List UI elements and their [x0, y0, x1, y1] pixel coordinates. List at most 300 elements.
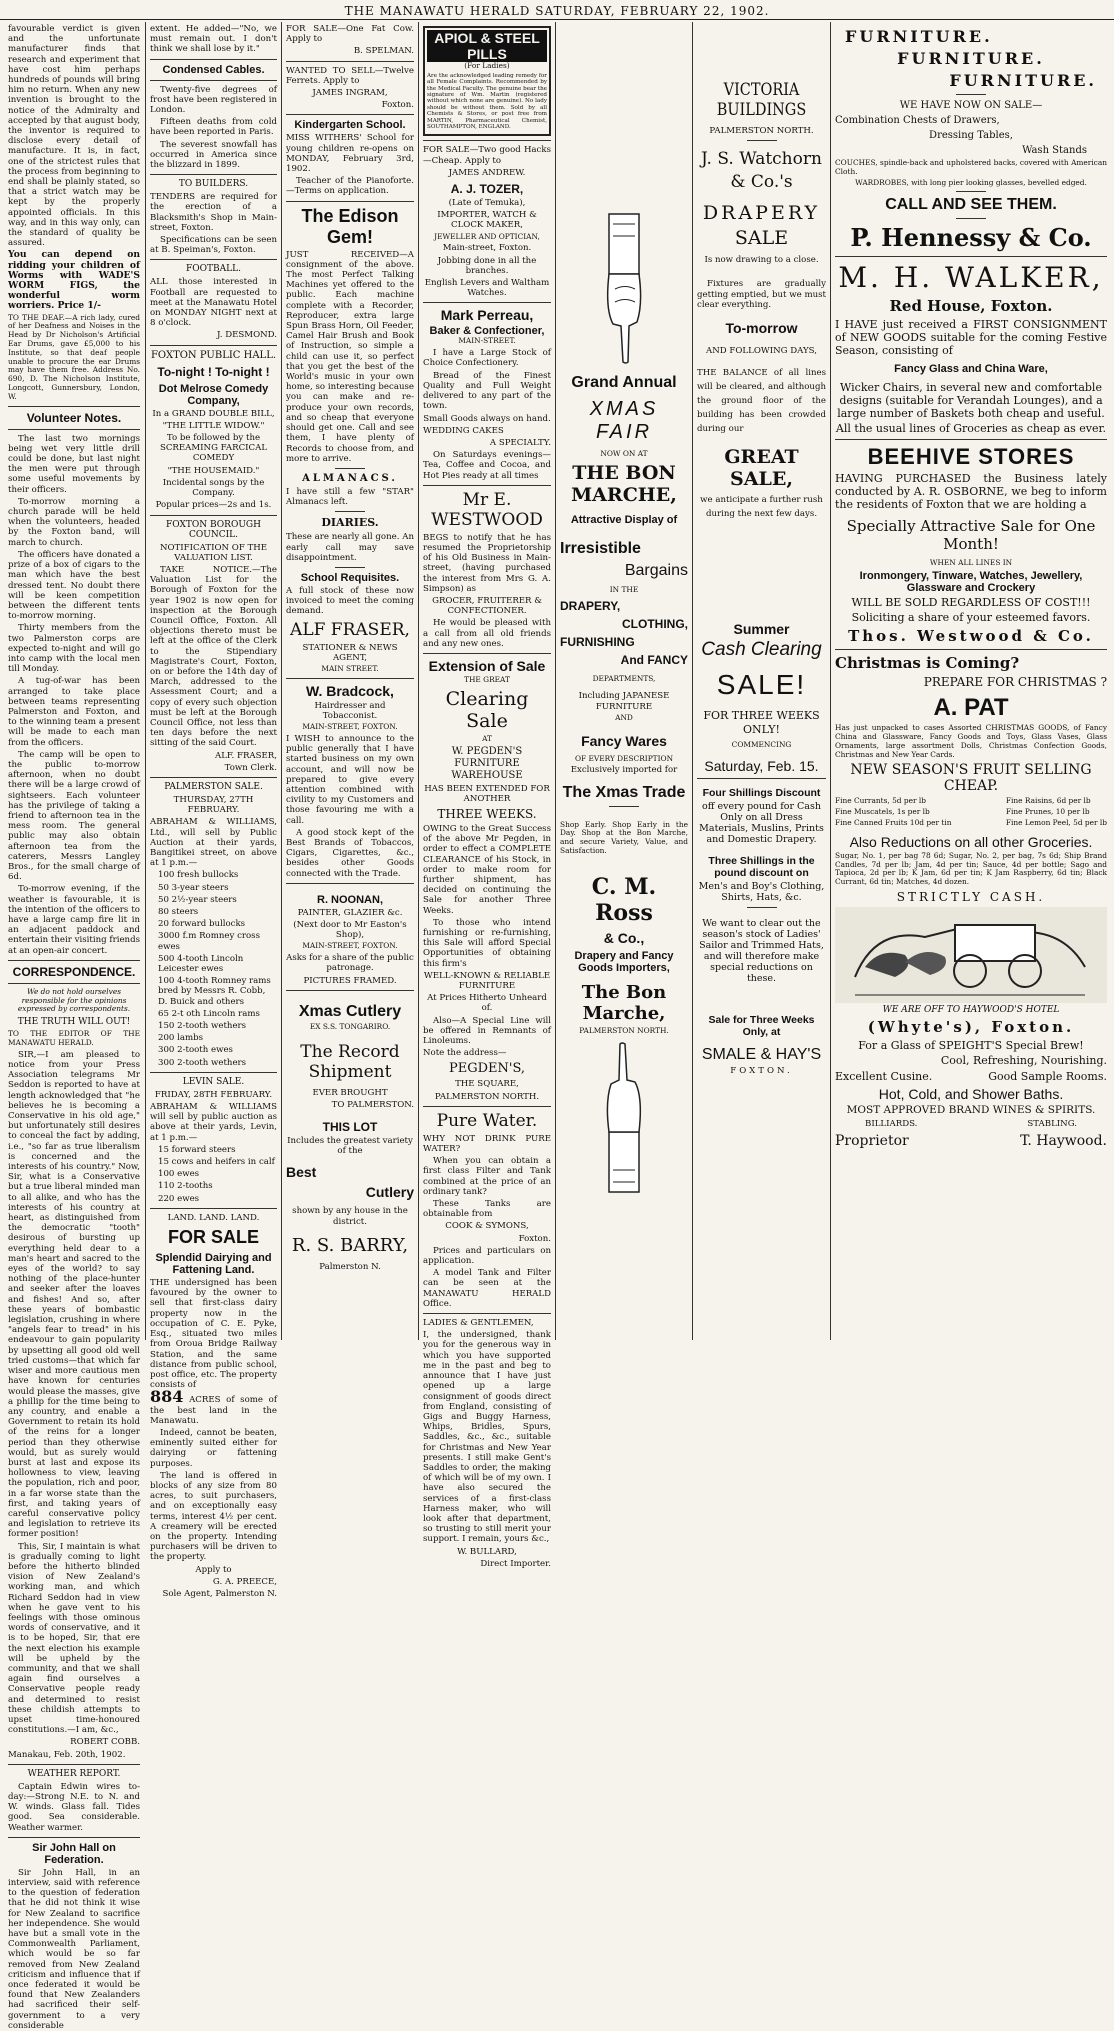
irresistible-text: Irresistible: [560, 539, 641, 557]
new-season: NEW SEASON'S FRUIT SELLING CHEAP.: [850, 762, 1092, 795]
diaries-heading: DIARIES.: [321, 516, 379, 530]
article-text: favourable verdict is given and the unfortunate manufacturer finds that research and experiment that have cost him perhaps hundreds of pounds will bring him no return. When any new invention is brought to the notice of the Admiralty and accepted by that august body, the inventor is required to disclose every detail of manufacture. It is, in fact, one of the strictest rules that the process from beginning to end shall be plainly stated, so that a strict watch may be kept by the properly appointed officials. In this way, and in this way only, can the standard of quality be assured.: [8, 24, 140, 249]
divider: [423, 1106, 551, 1107]
divider: [747, 140, 777, 141]
divider: [8, 429, 140, 430]
football-text: ALL those interested in Football are requested to meet at the Manawatu Hotel on MONDAY NIGHT next at 8 o'clock.: [150, 277, 277, 329]
record-shipment: The Record Shipment: [300, 1041, 400, 1082]
proprietor-row: [835, 1132, 1107, 1150]
list-item: 3000 f.m Romney cross ewes: [158, 931, 261, 952]
xmas-cutlery-heading: Xmas Cutlery: [298, 1002, 402, 1020]
divider: [8, 983, 140, 984]
divider: [835, 256, 1107, 257]
divider: [956, 94, 986, 95]
sale-date: FRIDAY, 28TH FEBRUARY.: [154, 1089, 273, 1100]
sale-big: SALE!: [716, 669, 807, 701]
cutlery-text: Cutlery: [365, 1184, 414, 1201]
shop-early: Shop Early. Shop Early in the Day. Shop at the Bon Marche, and secure Variety, Value, and Satisfaction.: [560, 819, 688, 855]
solicit-text: Soliciting a share of your esteemed favors.: [851, 611, 1091, 625]
commencing-text: COMMENCING: [731, 740, 792, 750]
special-sale: Specially Attractive Sale for One Month!: [846, 517, 1096, 554]
list-item: 20 forward bullocks: [158, 919, 246, 930]
article-text: To-morrow evening, if the weather is favourable, it is the intention of the officers to have a large camp fire lit in an adjacent paddock and entertain their visiting friends at an open-air concert.: [8, 884, 140, 956]
haywood-text: T. Haywood.: [1020, 1133, 1107, 1150]
correspondence-heading: CORRESPONDENCE.: [12, 964, 136, 979]
japanese-text: Including JAPANESE FURNITURE: [578, 691, 670, 712]
divider: [286, 201, 414, 202]
divider: [286, 883, 414, 884]
three-weeks: THREE WEEKS.: [437, 806, 537, 821]
bon-marche-2: The Bon Marche,: [581, 981, 667, 1024]
includes-text: Includes the greatest variety of the: [287, 1136, 413, 1157]
ladies-heading: LADIES & GENTLEMEN,: [423, 1318, 534, 1329]
foxton-text: FOXTON.: [730, 1066, 793, 1077]
fruit-prices: [835, 797, 1107, 829]
glass-text: For a Glass of SPEIGHT'S Special Brew!: [858, 1039, 1084, 1053]
letter-salutation: TO THE EDITOR OF THE MANAWATU HERALD.: [8, 1029, 140, 1047]
prices-text: At Prices Hitherto Unheard of.: [427, 993, 547, 1014]
clear-text: We want to clear out the season's stock of Ladies' Sailor and Trimmed Hats, and will therefore make special reductions on these.: [699, 918, 824, 985]
bill-text: Incidental songs by the Company.: [162, 477, 265, 499]
divider: [150, 515, 277, 516]
article-text: The camp will be open to the public to-morrow afternoon, when no doubt there will be a large crowd of sightseers. Each volunteer has the privilege of taking a friend to afternoon tea in the mess room. The general public may also obtain afternoon tea from the caterers, Messrs Langley Bros., for the small charge of 6d.: [8, 749, 140, 883]
divider: [956, 218, 986, 219]
list-item: 50 3-year steers: [158, 882, 229, 893]
wines-text: MOST APPROVED BRAND WINES & SPIRITS.: [846, 1104, 1096, 1117]
whytes-heading: (Whyte's), Foxton.: [867, 1018, 1075, 1037]
sale-date: THURSDAY, 27TH FEBRUARY.: [173, 794, 254, 816]
departments-text: DEPARTMENTS,: [592, 673, 656, 683]
edison-text: JUST RECEIVED—A consignment of the above. The most Perfect Talking Machines yet offered to the public. Each machine complete with a Recorder, Reproducer, extra large Spun Brass Horn, Oil Feeder, Camel Hair Brush and Book of Instruction, so simple a child can use it, so perfect that you get the best of the World's music in your own home, so interesting because you can make and re-produce your own records, and so cheap that everyone should get one. Call and see them, I have plenty of Records to choose from, and more to arrive.: [286, 249, 414, 464]
kindergarten-text: Teacher of the Pianoforte.—Terms on application.: [286, 176, 414, 197]
hennessy-heading: P. Hennessy & Co.: [850, 223, 1092, 253]
proprietor-text: Proprietor: [835, 1133, 909, 1150]
divider: [423, 485, 551, 486]
alf-fraser: ALF FRASER,: [290, 619, 410, 640]
divider: [150, 1072, 277, 1073]
four-text: off every pound for Cash Only on all Dress Materials, Muslins, Prints and Domestic Drapery.: [699, 801, 824, 846]
apiol-ad: [423, 26, 551, 136]
wicker-text: Wicker Chairs, in several new and comfortable designs (suitable for Verandah Lounges), and a large number of Baskets both cheap and useful.: [837, 381, 1105, 421]
westwood-text: BEGS to notify that he has resumed the Proprietorship of his Old Business in Main-street, (having purchased the interest from Mrs G. A. Simpson) as: [423, 532, 551, 594]
ironmongery-text: Ironmongery, Tinware, Watches, Jewellery, Glassware and Crockery: [859, 570, 1083, 595]
apiol-text: Are the acknowledged leading remedy for all Female Complaints. Recommended by the Medical Faculty. The genuine bear the signature of Wm. Martin (registered without which none are genuine). No lady should be without them. Sold by all Chemists & Stores, or post free from MARTIN, Pharmaceutical Chemist, SOUTHAMPTON, ENGLAND.: [427, 72, 547, 131]
sale-text: ABRAHAM & WILLIAMS, Ltd., will sell by Public Auction at their yards, Bangitikei street, on above at 1 p.m.—: [150, 817, 277, 869]
tozer-text: (Late of Temuka),: [448, 198, 526, 209]
list-item: 500 4-tooth Lincoln Leicester ewes: [158, 953, 244, 975]
letter-text: SIR,—I am pleased to notice from your Press Association telegrams Mr Seddon is reported to have at length acknowledged that "he believes he is becoming a Conservative in his old age," but unfortunately still desires to conceal the fact by adding, i.e., "so far as true liberalism is concerned and the interests of his country." Now, Sir, what is a Conservative but a true liberal minded man to all alike, and who has the interests of his country at heart, as distinguished from the democratic "tooth" desirous of bursting up everything held dear to a man's heart and sacred to the eyes of the world? to say nothing of the place-hunter and seeker after the loaves and fishes! And so, after these years of bombastic legislation, crushing in where "angels fear to tread" in his endeavour to gain popularity by upsetting all good old well tried customs—that which far wiser and more cautious men have known for centuries would please the masses, give a phillip for the time being to any country, and enable a Government to retain its hold of the reins for a longer period than they otherwise would, but as surely would burst at last and expose its hollowness to view, leaving the population, rich and poor, in a far worse state than the first, and taking years of careful conservative policy and legislation to retrieve its former position!: [8, 1049, 140, 1540]
fruit-item: Fine Canned Fruits 10d per tin: [835, 817, 952, 827]
fancy-wares: Fancy Wares: [581, 732, 667, 749]
divider: [835, 439, 1107, 440]
square-text: THE SQUARE,: [455, 1079, 519, 1090]
couches-text: COUCHES, spindle-back and upholstered backs, covered with American Cloth.: [835, 158, 1107, 176]
divider: [956, 191, 986, 192]
almanacs-heading: ALMANACS.: [302, 472, 398, 484]
summer-heading: Summer: [733, 621, 790, 638]
three-shillings: Three Shillings in the pound discount on: [708, 855, 815, 880]
column-4: [419, 22, 555, 1569]
four-shillings: Four Shillings Discount: [702, 787, 821, 800]
council-signature: Town Clerk.: [224, 762, 277, 773]
builders-text: TENDERS are required for the erection of a Blacksmith's Shop in Main-street, Foxton.: [150, 192, 277, 233]
noonan-heading: R. NOONAN,: [317, 893, 383, 906]
pegdens-heading: PEGDEN'S,: [448, 1061, 526, 1077]
divider: [8, 1837, 140, 1838]
divider: [286, 61, 414, 62]
cable-text: Twenty-five degrees of frost have been registered in London.: [150, 84, 277, 116]
classified-ad: FOR SALE—One Fat Cow. Apply to: [286, 24, 414, 45]
letter-signature: ROBERT COBB.: [70, 1737, 140, 1748]
perreau-text: A SPECIALTY.: [489, 437, 551, 448]
sale-list: [150, 1145, 277, 1204]
divider: [423, 653, 551, 654]
list-item: 110 2-tooths: [158, 1181, 213, 1192]
article-text: extent. He added—"No, we must remain out. I don't think we shall lose by it.": [150, 24, 277, 55]
divider: [8, 960, 140, 961]
owing-text: To those who intend furnishing or re-furnishing, this Sale will afford Special Opportunities of obtaining this firm's: [423, 917, 551, 969]
ladies-text: I, the undersigned, thank you for the generous way in which you have supported me in the past and beg to announce that I have just opened up a large consignment of goods direct from England, consisting of Gigs and Buggy Harness, Whips, Bridles, Spurs, Saddles, &c., &c., suitable for Christmas and New Year presents. I still make Gent's Saddles to order, the making of which will be of my own. I have also secured the services of a first-class Harness maker, who will look after that department, so trusting to still merit your support. I remain, yours &c.,: [423, 1330, 551, 1545]
list-item: 100 fresh bullocks: [158, 870, 239, 881]
noonan-text: PICTURES FRAMED.: [303, 975, 397, 986]
classified-name: JAMES INGRAM,: [312, 88, 388, 99]
three-weeks-text: FOR THREE WEEKS ONLY!: [703, 709, 820, 737]
red-house: Red House, Foxton.: [889, 297, 1053, 316]
ever-brought: EVER BROUGHT: [312, 1087, 388, 1098]
tozer-text: Main-street, Foxton.: [442, 243, 532, 254]
ross-importers: Drapery and Fancy Goods Importers,: [574, 949, 674, 974]
perreau-text: On Saturdays evenings—Tea, Coffee and Cocoa, and Hot Pies ready at all times: [423, 450, 551, 481]
tonight-text: To-night ! To-night !: [157, 364, 270, 379]
land-text: Indeed, cannot be beaten, eminently suited either for dairying or fattening purposes.: [150, 1427, 277, 1469]
school-text: A full stock of these now invoiced to meet the coming demand.: [286, 585, 414, 617]
christmas-coming: Christmas is Coming?: [835, 654, 1020, 673]
apat-heading: A. PAT: [933, 694, 1009, 722]
cash-clearing: Cash Clearing: [701, 639, 822, 661]
alf-title: STATIONER & NEWS AGENT,: [302, 642, 398, 663]
cook-place: Foxton.: [518, 1233, 551, 1244]
furnishing-text: FURNISHING: [560, 634, 635, 649]
council-text: TAKE NOTICE.—The Valuation List for the Borough of Foxton for the year 1902 is now open for inspection at the Borough Council Office, Foxton. All objections thereto must be left at the office of the Clerk to the Stipendiary Magistrate's Court, Foxton, on or before the 14th day of March, addressed to the Assessment Court; and a copy of every such objection must be left at the Borough Council Office, not less than ten days before the next sitting of the said Court.: [150, 564, 277, 749]
extended-text: HAS BEEN EXTENDED FOR ANOTHER: [424, 783, 550, 804]
now-on: NOW ON AT: [600, 449, 648, 458]
football-heading: FOOTBALL.: [186, 264, 241, 275]
bradcock-street: MAIN-STREET, FOXTON.: [302, 722, 398, 732]
list-item: 300 2-tooth ewes: [158, 1045, 233, 1056]
following-days: AND FOLLOWING DAYS,: [706, 346, 817, 357]
perreau-text: Bread of the Finest Quality and Full Weight delivered to any part of the town.: [423, 370, 551, 412]
kindergarten-text: MISS WITHERS' School for young children re-opens on MONDAY, February 3rd, 1902.: [286, 133, 414, 175]
having-text: HAVING PURCHASED the Business lately conducted by A. R. OSBORNE, we beg to inform the residents of Foxton that we are holding a: [835, 472, 1107, 512]
cable-text: Fifteen deaths from cold have been reported in Paris.: [150, 117, 277, 138]
builders-text: Specifications can be seen at B. Speiman's, Foxton.: [150, 235, 277, 256]
column-2: [146, 22, 281, 1599]
list-item: 80 steers: [158, 907, 199, 917]
combination-text: Combination Chests of Drawers,: [835, 115, 1000, 126]
wellknown-text: WELL-KNOWN & RELIABLE FURNITURE: [423, 970, 551, 991]
for-sale-heading: FOR SALE: [167, 1227, 259, 1248]
classified-ad: FOR SALE—Two good Hacks—Cheap. Apply to: [423, 145, 551, 166]
land-text: THE undersigned has been favoured by the owner to sell that first-class dairy property now in the occupation of C. E. Pyke, Esq., situated two miles from Oroua Bridge Railway Station, and the same distance from public school, post office, etc. The property consists of: [150, 1278, 277, 1391]
classified-place: Foxton.: [381, 100, 414, 111]
great-text: THE GREAT: [464, 674, 510, 684]
edison-heading: The Edison Gem!: [301, 205, 399, 247]
westwood-text: GROCER, FRUITERER & CONFECTIONER.: [432, 595, 542, 617]
column-5: [556, 22, 692, 1340]
walker-heading: M. H. WALKER,: [838, 261, 1104, 295]
land-text: The land is offered in blocks of any size from 80 acres, to suit purchasers, and on exceptionally easy terms, interest 4½ per cent. A creamery will be erected on the property. Intending purchasers will be driven to the property.: [150, 1470, 277, 1563]
divider: [150, 777, 277, 778]
call-see: CALL AND SEE THEM.: [885, 196, 1057, 214]
anticipate-text: we anticipate a further rush during the next few days.: [700, 495, 823, 520]
fruit-item: Fine Lemon Peel, 5d per lb: [1005, 817, 1107, 827]
we-are-off: WE ARE OFF TO HAYWOOD'S HOTEL: [882, 1004, 1060, 1015]
divider: [335, 567, 365, 568]
weather-text: Captain Edwin wires to-day:—Strong N.E. to N. and W. winds. Glass fall. Tides good. Sea considerable. Weather warmer.: [8, 1781, 140, 1833]
exclusively-text: Exclusively imported for: [570, 765, 678, 776]
divider: [747, 907, 777, 908]
water-text: WHY NOT DRINK PURE WATER?: [423, 1133, 551, 1155]
noonan-text: MAIN-STREET, FOXTON.: [302, 941, 398, 951]
stabling-text: STABLING.: [1027, 1119, 1077, 1130]
ross-heading: C. M. Ross: [591, 873, 657, 926]
deaf-ad: TO THE DEAF.—A rich lady, cured of her Deafness and Noises in the Head by Dr Nicholson's Artificial Ear Drums, gave £5,000 to his Institute, so that deaf people unable to procure the ear Drums may have them free. Address No. 690, D. The Nicholson Institute, Longcott, Gunnersbury, London, W.: [8, 312, 140, 401]
list-item: 150 2-tooth wethers: [158, 1021, 247, 1032]
wardrobes-text: WARDROBES, with long pier looking glasses, bevelled edged.: [855, 177, 1087, 187]
bradcock-text: A good stock kept of the Best Brands of Tobaccos, Cigars, Cigarettes, &c., besides other Goods connected with the Trade.: [286, 827, 414, 879]
article-text: A tug-of-war has been arranged to take place between teams representing Palmerston and Foxton, and to the winning team a present will be made to each man from the officers.: [8, 676, 140, 748]
every-description: OF EVERY DESCRIPTION: [574, 753, 674, 763]
wash-text: Wash Stands: [1022, 145, 1087, 156]
list-item: 65 2-t oth Lincoln rams: [158, 1008, 260, 1019]
walker-text: I HAVE just received a FIRST CONSIGNMENT of NEW GOODS suitable for the coming Festive Season, consisting of: [835, 318, 1107, 358]
list-item: 15 cows and heifers in calf: [158, 1157, 275, 1168]
column-6: [693, 22, 830, 1340]
also-text: Also—A Special Line will be offered in Remnants of Linoleums.: [423, 1015, 551, 1047]
ross-co: & Co.,: [603, 929, 645, 946]
pat-text: Has just unpacked to cases Assorted CHRISTMAS GOODS, of Fancy China and Glassware, Fancy Goods and Toys, Glass Vases, Glass Ornaments, large assortment Dolls, Christmas Confection Goods, Christmas and New Year Cards.: [835, 723, 1107, 759]
xmas-trade: The Xmas Trade: [562, 783, 686, 801]
pegden-text: W. PEGDEN'S FURNITURE WAREHOUSE: [451, 745, 523, 781]
watchorn-heading: J. S. Watchorn: [701, 149, 822, 170]
classified-name: B. SPELMAN.: [353, 46, 414, 57]
barry-heading: R. S. BARRY,: [291, 1234, 409, 1256]
pointing-hand-icon: [601, 214, 647, 364]
rooms-text: Good Sample Rooms.: [988, 1070, 1107, 1084]
note-text: Note the address—: [423, 1048, 507, 1059]
column-3: [282, 22, 418, 1340]
sale-heading: PALMERSTON SALE.: [164, 781, 263, 792]
tozer-text: JEWELLER AND OPTICIAN,: [434, 231, 540, 241]
agent-title: Sole Agent, Palmerston N.: [162, 1588, 277, 1599]
article-text: Sir John Hall, in an interview, said with reference to the question of federation that he did not think it wise for New Zealand to sacrifice her independence. She would have but a small vote in the Commonwealth Parliament, which would be so far removed from New Zealand criticism and influence that if once federated it would be found that New Zealanders had sacrificed their self-government to a very considerable: [8, 1867, 140, 2031]
billiards-text: BILLIARDS.: [865, 1119, 918, 1130]
fancy-glass: Fancy Glass and China Ware,: [894, 363, 1048, 376]
excellent-row: [835, 1070, 1107, 1084]
have-now: WE HAVE NOW ON SALE—: [899, 100, 1043, 111]
sale-heading: SALE: [734, 227, 789, 250]
bullard-title: Direct Importer.: [480, 1558, 551, 1569]
list-item: 100 4-tooth Romney rams bred by Messrs R. Cobb, D. Buick and others: [158, 976, 271, 1007]
classified-name: JAMES ANDREW.: [448, 167, 526, 178]
beehive-heading: BEEHIVE STORES: [867, 444, 1075, 470]
clothing-text: CLOTHING,: [622, 616, 688, 631]
article-text: The last two mornings being wet very little drill could be done, but last night the men were put through some useful movements by their officers.: [8, 433, 140, 495]
divider: [8, 1764, 140, 1765]
pn-text: PALMERSTON NORTH.: [709, 126, 814, 136]
sale-text: ABRAHAM & WILLIAMS will sell by public auction as above at their yards, Levin, at 1 p.m.—: [150, 1102, 277, 1143]
clearing-sale: Clearing Sale: [445, 687, 529, 732]
divider: [423, 1313, 551, 1314]
drapery-heading: DRAPERY: [702, 202, 821, 225]
public-hall-heading: FOXTON PUBLIC HALL.: [150, 349, 277, 361]
perreau-text: Small Goods always on hand.: [423, 413, 551, 424]
cool-text: Cool, Refreshing, Nourishing.: [940, 1054, 1107, 1068]
bill-text: In a GRAND DOUBLE BILL,: [152, 408, 275, 419]
to-palmerston: TO PALMERSTON.: [331, 1099, 414, 1110]
weather-heading: WEATHER REPORT.: [27, 1768, 121, 1779]
divider: [423, 302, 551, 303]
bill-text: To be followed by the SCREAMING FARCICAL COMEDY: [159, 433, 268, 464]
divider: [835, 649, 1107, 650]
acres-text: ACRES of some of the best land in the Manawatu.: [150, 1395, 278, 1426]
sugar-text: Sugar, No. 1, per bag 78 6d; Sugar, No. 2, per bag, 7s 6d; Ship Brand Candles, 7d per lb; Jam, 4d per tin; Sauce, 4d per bottle; Sago and Tapioca, 2d per lb; K Jam, 6d per tin; K Jam Raspberry, 6d tin; Black Currant, 6d tin; Matches, 4d dozen.: [835, 850, 1107, 887]
play-title: "THE LITTLE WIDOW.": [162, 420, 265, 431]
sold-text: WILL BE SOLD REGARDLESS OF COST!!!: [851, 596, 1091, 610]
masthead: THE MANAWATU HERALD SATURDAY, FEBRUARY 22, 1902.: [0, 0, 1114, 20]
list-item: 220 ewes: [158, 1193, 200, 1204]
apiol-sub: (For Ladies): [464, 61, 510, 70]
divider: [150, 174, 277, 175]
water-text: Prices and particulars on application.: [423, 1245, 551, 1267]
shown-text: shown by any house in the district.: [292, 1206, 408, 1227]
westwood-text: He would be pleased with a call from all old friends and any new ones.: [423, 618, 551, 649]
furniture-3: FURNITURE.: [949, 71, 1097, 90]
pointing-hand-icon: [602, 1042, 646, 1192]
agent-name: G. A. PREECE,: [212, 1576, 277, 1587]
owing-text: OWING to the Great Success of the above Mr Pegden, in order to effect a COMPLETE CLEARANCE of his Stock, in order to make room for further shipment, has decided on continuing the Sale for another Three Weeks.: [423, 823, 551, 916]
column-7: [831, 22, 1111, 1340]
three-text: Men's and Boy's Clothing, Shirts, Hats, &c.: [698, 881, 825, 904]
drapery-text: DRAPERY,: [560, 598, 621, 613]
excellent-text: Excellent Cusine.: [835, 1070, 933, 1084]
when-text: WHEN ALL LINES IN: [929, 558, 1013, 568]
pn-text: PALMERSTON NORTH.: [434, 1091, 540, 1102]
tongariro-text: EX S.S. TONGARIRO.: [309, 1021, 391, 1031]
furniture-2: FURNITURE.: [897, 49, 1045, 68]
divider: [150, 345, 277, 346]
council-signature: ALF. FRASER,: [214, 750, 277, 761]
grand-annual: Grand Annual: [571, 374, 677, 391]
divider: [8, 406, 140, 407]
cable-text: The severest snowfall has occurred in America since the blizzard in 1899.: [150, 139, 277, 171]
water-text: When you can obtain a first class Filter and Tank combined at the price of an ordinary tank?: [423, 1156, 551, 1197]
federation-heading: Sir John Hall on Federation.: [32, 1841, 116, 1866]
xmas-fair: XMAS FAIR: [589, 398, 659, 443]
pure-water-heading: Pure Water.: [436, 1110, 538, 1131]
kindergarten-heading: Kindergarten School.: [294, 119, 406, 132]
article-text: The officers have donated a prize of a box of cigars to the man which have the best dressed tent. No doubt there will be keen competition between the different tents to-morrow morning.: [8, 549, 140, 622]
cables-heading: Condensed Cables.: [162, 63, 265, 76]
strictly-cash: STRICTLY CASH.: [896, 889, 1046, 904]
divider: [609, 806, 639, 807]
school-heading: School Requisites.: [300, 571, 400, 584]
fruit-item: Fine Currants, 5d per lb: [835, 796, 926, 806]
tozer-text: English Levers and Waltham Watches.: [424, 278, 550, 299]
victoria-buildings: VICTORIA BUILDINGS: [716, 80, 807, 120]
also-reductions: Also Reductions on all other Groceries.: [849, 833, 1093, 850]
fixtures-text: Fixtures are gradually getting emptied, but we must clear everything.: [697, 279, 826, 310]
bradcock-sub: Hairdresser and Tobacconist.: [314, 700, 386, 721]
extension-heading: Extension of Sale: [428, 657, 546, 674]
council-subheading: NOTIFICATION OF THE VALUATION LIST.: [159, 542, 268, 563]
furniture-1: FURNITURE.: [845, 27, 993, 46]
tozer-text: IMPORTER, WATCH & CLOCK MAKER,: [437, 210, 537, 231]
smale-heading: SMALE & HAY'S: [701, 1046, 822, 1064]
play-title: "THE HOUSEMAID.": [167, 465, 260, 476]
pn-text: PALMERSTON NORTH.: [579, 1025, 669, 1035]
groceries-text: All the usual lines of Groceries as cheap as ever.: [835, 422, 1107, 436]
dressing-text: Dressing Tables,: [929, 130, 1013, 141]
watchorn-co: & Co.'s: [730, 172, 793, 193]
baths-text: Hot, Cold, and Shower Baths.: [878, 1086, 1064, 1103]
bon-marche: THE BON MARCHE,: [571, 461, 677, 506]
cook-text: COOK & SYMONS,: [445, 1221, 529, 1232]
article-text: To-morrow morning a church parade will be held when the volunteers, headed by the Foxton band, will march to church.: [8, 496, 140, 548]
perreau-text: I have a Large Stock of Choice Confectionery.: [423, 348, 551, 369]
worms-ad: You can depend on ridding your children of Worms with WADE'S WORM FIGS, the wonderful worm worriers. Price 1/-: [8, 249, 140, 312]
letter-text: This, Sir, I maintain is what is gradually coming to light before the hitherto blinded vision of New Zealand's working man, and which Richard Seddon had in view when he gave vent to his feelings with those ominous words of conservative, and it is to be hoped, Sir, that ere the next election his example will be upheld by the community, and that we shall again find ourselves a Conservative people ready and determined to resist these childish attempts to upset time-honoured constitutions.—I am, &c.,: [8, 1541, 140, 1736]
divider: [286, 990, 414, 991]
divider: [697, 778, 826, 779]
noonan-text: Asks for a share of the public patronage.: [286, 953, 414, 974]
sale-list: [150, 870, 277, 1067]
list-item: 100 ewes: [158, 1169, 200, 1180]
water-text: These Tanks are obtainable from: [423, 1199, 551, 1220]
prepare-text: PREPARE FOR CHRISTMAS ?: [923, 675, 1107, 690]
classified-ad: WANTED TO SELL—Twelve Ferrets. Apply to: [286, 65, 414, 86]
list-item: 200 lambs: [158, 1033, 204, 1044]
volunteer-heading: Volunteer Notes.: [26, 410, 122, 425]
fruit-item: Fine Muscatels, 1s per lb: [835, 807, 930, 817]
fruit-item: Fine Prunes, 10 per lb: [1005, 807, 1090, 817]
perreau-text: WEDDING CAKES: [423, 425, 504, 436]
builders-heading: TO BUILDERS.: [178, 179, 249, 190]
balance-text: THE BALANCE of all lines will be cleared, and although the ground floor of the building has been crowded during our: [697, 368, 826, 435]
bradcock-heading: W. Bradcock,: [306, 682, 394, 699]
apiol-heading: APIOL & STEEL PILLS: [427, 30, 547, 62]
divider: [335, 511, 365, 512]
divider: [335, 468, 365, 469]
saturday-text: Saturday, Feb. 15.: [704, 758, 819, 775]
in-the: IN THE: [609, 584, 639, 594]
list-item: 15 forward steers: [158, 1144, 236, 1155]
three-week-sale: Sale for Three Weeks Only, at: [708, 1014, 815, 1039]
billiards-row: [835, 1119, 1107, 1129]
acres-number: 884: [150, 1387, 184, 1407]
company-name: Dot Melrose Comedy Company,: [158, 382, 269, 407]
tozer-text: Jobbing done in all the branches.: [437, 255, 537, 276]
tozer-heading: A. J. TOZER,: [450, 182, 524, 197]
land-heading: LAND. LAND. LAND.: [167, 1212, 260, 1223]
column-1: [4, 22, 144, 2031]
bullard-name: W. BULLARD,: [457, 1546, 517, 1557]
perreau-street: MAIN-STREET.: [458, 336, 516, 346]
and-text: AND: [615, 712, 633, 722]
list-item: 50 2½-year steers: [158, 894, 237, 905]
divider: [286, 678, 414, 679]
perreau-sub: Baker & Confectioner,: [429, 325, 545, 338]
